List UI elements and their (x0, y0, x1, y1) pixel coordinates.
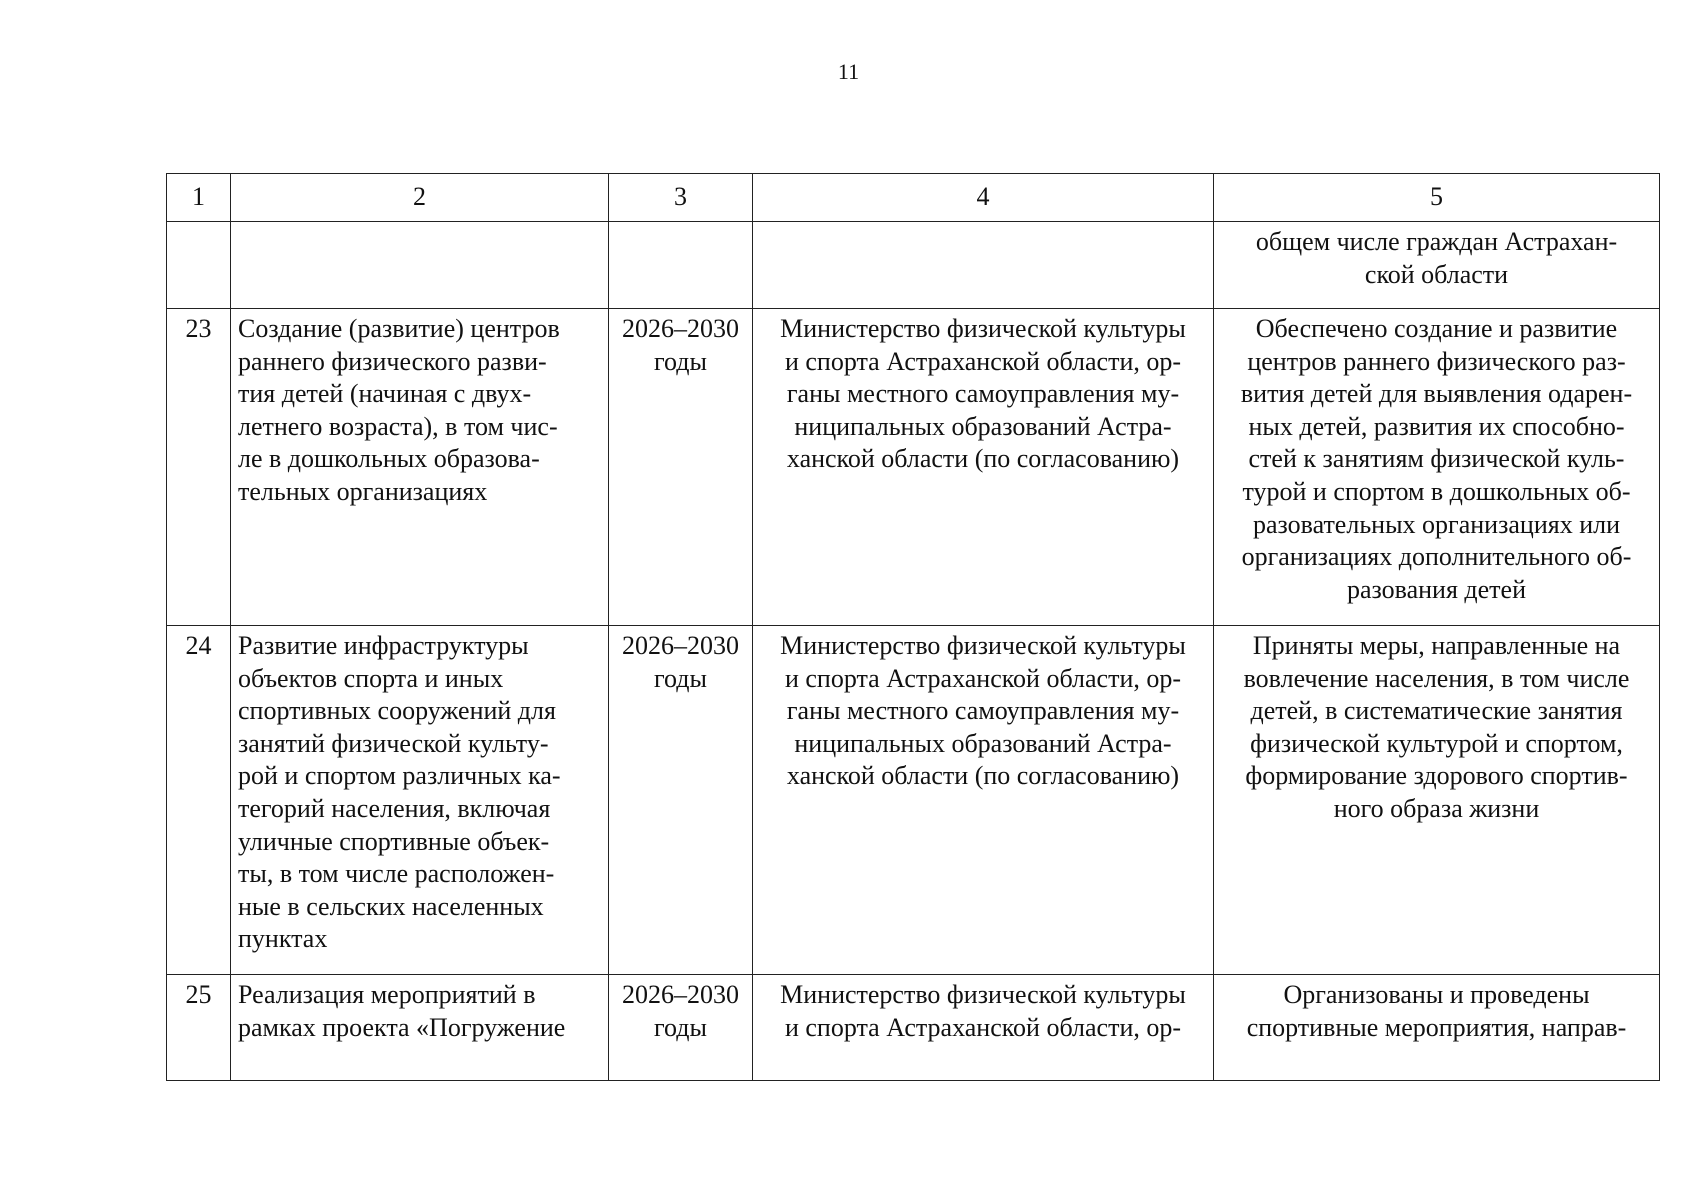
text-line: летнего возраста), в том чис- (238, 411, 558, 441)
text-line: ные в сельских населенных (238, 891, 544, 921)
responsible-cell (753, 975, 1214, 1081)
period-cell (609, 975, 753, 1081)
text-line: рой и спортом различных ка- (238, 761, 561, 791)
text-line: стей к занятиям физической куль- (1248, 444, 1625, 474)
result-cell (1214, 222, 1660, 309)
text-line: ханской области (по согласованию) (786, 761, 1180, 791)
text-line: спортивных сооружений для (238, 696, 556, 726)
text-line: Реализация мероприятий в (238, 980, 536, 1009)
text-line: Министерство физической культуры (780, 631, 1186, 660)
text-line: занятий физической культу- (238, 728, 549, 758)
page-number: 11 (837, 59, 860, 84)
row-number-cell: 24 (167, 626, 231, 975)
cell-empty (231, 222, 609, 309)
row-number-cell: 23 (167, 309, 231, 626)
text-line: ской области (1364, 259, 1509, 289)
text-line: спортивные мероприятия, направ- (1246, 1012, 1627, 1042)
text-line: общем числе граждан Астрахан- (1255, 227, 1618, 256)
period-cell (609, 309, 753, 626)
text-line: ганы местного самоуправления му- (786, 379, 1180, 409)
header-cell-5: 5 (1214, 174, 1660, 222)
text-line: физической культурой и спортом, (1250, 728, 1623, 758)
text-line: Организованы и проведены (1283, 980, 1590, 1009)
text-line: годы (654, 1012, 707, 1042)
text-line: Приняты меры, направленные на (1252, 631, 1621, 660)
text-line: и спорта Астраханской области, ор- (784, 346, 1182, 376)
measures-table (166, 173, 1660, 1081)
text-line: 2026–2030 (622, 314, 739, 343)
responsible-cell (753, 626, 1214, 975)
text-line: центров раннего физического раз- (1247, 346, 1626, 376)
text-line: пунктах (238, 924, 328, 954)
text-line: раннего физического разви- (238, 346, 547, 376)
measure-cell (231, 975, 609, 1081)
text-line: детей, в систематические занятия (1250, 696, 1623, 726)
responsible-cell (753, 309, 1214, 626)
text-line: годы (654, 346, 707, 376)
header-cell-1: 1 (167, 174, 231, 222)
result-cell (1214, 975, 1660, 1081)
text-line: разовательных организациях или (1252, 509, 1620, 539)
table-row (167, 975, 1660, 1081)
result-cell (1214, 309, 1660, 626)
text-line: формирование здорового спортив- (1245, 761, 1628, 791)
table-row (167, 309, 1660, 626)
text-line: и спорта Астраханской области, ор- (784, 1012, 1182, 1042)
table-header-row (167, 174, 1660, 222)
text-line: вития детей для выявления одарен- (1240, 379, 1633, 409)
header-cell-3: 3 (609, 174, 753, 222)
measure-cell (231, 309, 609, 626)
table-row-continuation (167, 222, 1660, 309)
cell-empty (609, 222, 753, 309)
text-line: объектов спорта и иных (238, 663, 504, 693)
text-line: ных детей, развития их способно- (1248, 411, 1625, 441)
table-row (167, 626, 1660, 975)
text-line: 2026–2030 (622, 980, 739, 1009)
text-line: уличные спортивные объек- (238, 826, 550, 856)
text-line: Развитие инфраструктуры (238, 631, 529, 660)
text-line: ханской области (по согласованию) (786, 444, 1180, 474)
text-line: тельных организациях (238, 476, 488, 506)
text-line: Обеспечено создание и развитие (1255, 314, 1618, 343)
text-line: 2026–2030 (622, 631, 739, 660)
text-line: организациях дополнительного об- (1241, 542, 1632, 572)
header-cell-2: 2 (231, 174, 609, 222)
text-line: тия детей (начиная с двух- (238, 379, 532, 409)
text-line: вовлечение населения, в том числе (1243, 663, 1630, 693)
text-line: годы (654, 663, 707, 693)
text-line: ного образа жизни (1333, 793, 1540, 823)
text-line: ганы местного самоуправления му- (786, 696, 1180, 726)
row-number-cell: 25 (167, 975, 231, 1081)
result-cell (1214, 626, 1660, 975)
text-line: и спорта Астраханской области, ор- (784, 663, 1182, 693)
measure-cell (231, 626, 609, 975)
header-cell-4: 4 (753, 174, 1214, 222)
text-line: разования детей (1346, 574, 1526, 604)
text-line: рамках проекта «Погружение (238, 1012, 566, 1042)
text-line: ле в дошкольных образова- (238, 444, 540, 474)
text-line: турой и спортом в дошкольных об- (1242, 476, 1631, 506)
text-line: Министерство физической культуры (780, 980, 1186, 1009)
period-cell (609, 626, 753, 975)
cell-empty (167, 222, 231, 309)
text-line: тегорий населения, включая (238, 793, 551, 823)
text-line: ниципальных образований Астра- (794, 728, 1172, 758)
text-line: Министерство физической культуры (780, 314, 1186, 343)
text-line: ты, в том числе расположен- (238, 859, 555, 889)
cell-empty (753, 222, 1214, 309)
text-line: ниципальных образований Астра- (794, 411, 1172, 441)
text-line: Создание (развитие) центров (238, 314, 560, 343)
